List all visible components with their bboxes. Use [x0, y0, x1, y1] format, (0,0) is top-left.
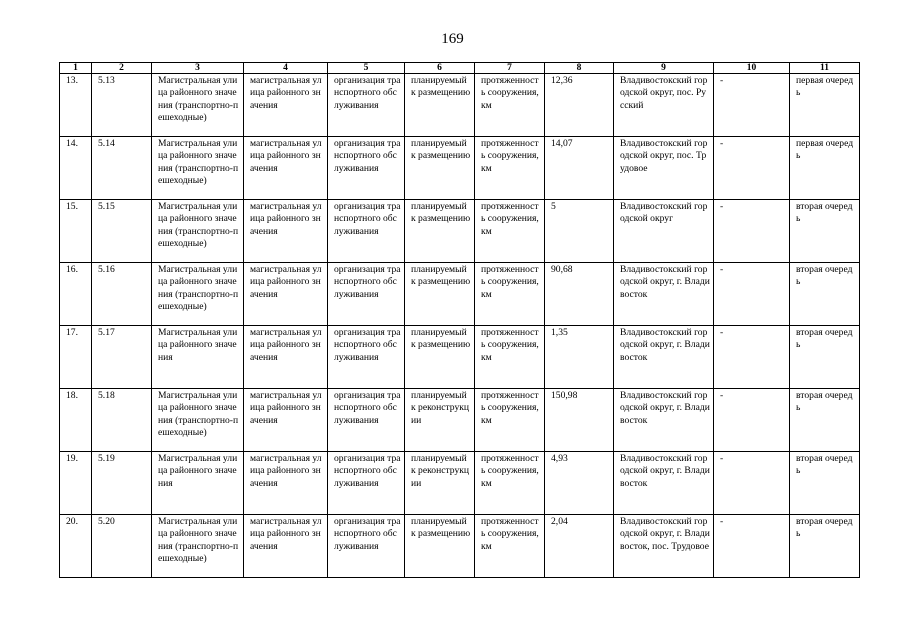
- implementation-stage-cell: первая очередь: [790, 74, 860, 137]
- table-row: [60, 389, 860, 452]
- object-characteristic-cell: протяженность сооружения, км: [475, 74, 545, 137]
- table-row: [60, 452, 860, 515]
- object-code-cell: 5.17: [92, 326, 152, 389]
- object-name-cell: Магистральная улица районного значения (транспортно-пешеходные): [152, 515, 244, 578]
- row-number-cell: 13.: [60, 74, 92, 137]
- table-row: [60, 200, 860, 263]
- object-location-cell: Владивостокский городской округ, пос. Русский: [614, 74, 714, 137]
- object-value-cell: 14,07: [545, 137, 614, 200]
- column-header: 4: [244, 63, 328, 74]
- column-header: 3: [152, 63, 244, 74]
- table-body: [60, 74, 860, 578]
- column-header: 5: [328, 63, 405, 74]
- object-value-cell: 4,93: [545, 452, 614, 515]
- implementation-stage-cell: первая очередь: [790, 137, 860, 200]
- zone-info-cell: -: [714, 74, 790, 137]
- table-row: [60, 263, 860, 326]
- object-purpose-cell: организация транспортного обслуживания: [328, 263, 405, 326]
- implementation-stage-cell: вторая очередь: [790, 200, 860, 263]
- table-header-row: [60, 63, 860, 74]
- object-type-cell: магистральная улица районного значения: [244, 389, 328, 452]
- column-header: 6: [405, 63, 475, 74]
- row-number-cell: 17.: [60, 326, 92, 389]
- object-code-cell: 5.16: [92, 263, 152, 326]
- zone-info-cell: -: [714, 263, 790, 326]
- object-name-cell: Магистральная улица районного значения: [152, 326, 244, 389]
- object-location-cell: Владивостокский городской округ, пос. Трудовое: [614, 137, 714, 200]
- object-status-cell: планируемый к размещению: [405, 74, 475, 137]
- object-purpose-cell: организация транспортного обслуживания: [328, 452, 405, 515]
- zone-info-cell: -: [714, 452, 790, 515]
- object-purpose-cell: организация транспортного обслуживания: [328, 326, 405, 389]
- object-purpose-cell: организация транспортного обслуживания: [328, 389, 405, 452]
- row-number-cell: 14.: [60, 137, 92, 200]
- object-value-cell: 90,68: [545, 263, 614, 326]
- object-value-cell: 2,04: [545, 515, 614, 578]
- object-type-cell: магистральная улица районного значения: [244, 326, 328, 389]
- object-type-cell: магистральная улица районного значения: [244, 200, 328, 263]
- object-name-cell: Магистральная улица районного значения (транспортно-пешеходные): [152, 74, 244, 137]
- object-purpose-cell: организация транспортного обслуживания: [328, 137, 405, 200]
- object-characteristic-cell: протяженность сооружения, км: [475, 137, 545, 200]
- object-code-cell: 5.18: [92, 389, 152, 452]
- object-code-cell: 5.20: [92, 515, 152, 578]
- zone-info-cell: -: [714, 389, 790, 452]
- object-characteristic-cell: протяженность сооружения, км: [475, 515, 545, 578]
- column-header: 1: [60, 63, 92, 74]
- object-characteristic-cell: протяженность сооружения, км: [475, 326, 545, 389]
- object-type-cell: магистральная улица районного значения: [244, 515, 328, 578]
- row-number-cell: 19.: [60, 452, 92, 515]
- object-code-cell: 5.14: [92, 137, 152, 200]
- object-location-cell: Владивостокский городской округ, г. Владивосток: [614, 452, 714, 515]
- zone-info-cell: -: [714, 326, 790, 389]
- object-status-cell: планируемый к размещению: [405, 515, 475, 578]
- object-status-cell: планируемый к реконструкции: [405, 452, 475, 515]
- object-status-cell: планируемый к размещению: [405, 326, 475, 389]
- object-code-cell: 5.15: [92, 200, 152, 263]
- object-value-cell: 1,35: [545, 326, 614, 389]
- object-code-cell: 5.13: [92, 74, 152, 137]
- object-type-cell: магистральная улица районного значения: [244, 452, 328, 515]
- table-row: [60, 137, 860, 200]
- object-name-cell: Магистральная улица районного значения (транспортно-пешеходные): [152, 389, 244, 452]
- implementation-stage-cell: вторая очередь: [790, 326, 860, 389]
- row-number-cell: 18.: [60, 389, 92, 452]
- object-characteristic-cell: протяженность сооружения, км: [475, 452, 545, 515]
- object-status-cell: планируемый к размещению: [405, 200, 475, 263]
- implementation-stage-cell: вторая очередь: [790, 515, 860, 578]
- object-status-cell: планируемый к размещению: [405, 263, 475, 326]
- row-number-cell: 15.: [60, 200, 92, 263]
- column-header: 11: [790, 63, 860, 74]
- column-header: 2: [92, 63, 152, 74]
- page-number: 169: [441, 31, 464, 47]
- zone-info-cell: -: [714, 137, 790, 200]
- object-location-cell: Владивостокский городской округ, г. Владивосток: [614, 326, 714, 389]
- object-type-cell: магистральная улица районного значения: [244, 74, 328, 137]
- object-location-cell: Владивостокский городской округ, г. Владивосток: [614, 263, 714, 326]
- object-characteristic-cell: протяженность сооружения, км: [475, 200, 545, 263]
- object-purpose-cell: организация транспортного обслуживания: [328, 200, 405, 263]
- implementation-stage-cell: вторая очередь: [790, 263, 860, 326]
- object-purpose-cell: организация транспортного обслуживания: [328, 515, 405, 578]
- row-number-cell: 20.: [60, 515, 92, 578]
- column-header: 9: [614, 63, 714, 74]
- object-value-cell: 5: [545, 200, 614, 263]
- implementation-stage-cell: вторая очередь: [790, 389, 860, 452]
- table-row: [60, 326, 860, 389]
- column-header: 10: [714, 63, 790, 74]
- object-location-cell: Владивостокский городской округ, г. Владивосток: [614, 389, 714, 452]
- object-status-cell: планируемый к размещению: [405, 137, 475, 200]
- zone-info-cell: -: [714, 515, 790, 578]
- row-number-cell: 16.: [60, 263, 92, 326]
- object-name-cell: Магистральная улица районного значения: [152, 452, 244, 515]
- column-header: 7: [475, 63, 545, 74]
- object-name-cell: Магистральная улица районного значения (транспортно-пешеходные): [152, 137, 244, 200]
- object-name-cell: Магистральная улица районного значения (транспортно-пешеходные): [152, 200, 244, 263]
- object-purpose-cell: организация транспортного обслуживания: [328, 74, 405, 137]
- table-row: [60, 74, 860, 137]
- object-type-cell: магистральная улица районного значения: [244, 137, 328, 200]
- object-value-cell: 12,36: [545, 74, 614, 137]
- object-location-cell: Владивостокский городской округ, г. Владивосток, пос. Трудовое: [614, 515, 714, 578]
- object-location-cell: Владивостокский городской округ: [614, 200, 714, 263]
- object-status-cell: планируемый к реконструкции: [405, 389, 475, 452]
- object-value-cell: 150,98: [545, 389, 614, 452]
- object-type-cell: магистральная улица районного значения: [244, 263, 328, 326]
- object-code-cell: 5.19: [92, 452, 152, 515]
- object-characteristic-cell: протяженность сооружения, км: [475, 263, 545, 326]
- column-header: 8: [545, 63, 614, 74]
- table-row: [60, 515, 860, 578]
- implementation-stage-cell: вторая очередь: [790, 452, 860, 515]
- object-characteristic-cell: протяженность сооружения, км: [475, 389, 545, 452]
- object-name-cell: Магистральная улица районного значения (транспортно-пешеходные): [152, 263, 244, 326]
- zone-info-cell: -: [714, 200, 790, 263]
- objects-table: [59, 62, 860, 578]
